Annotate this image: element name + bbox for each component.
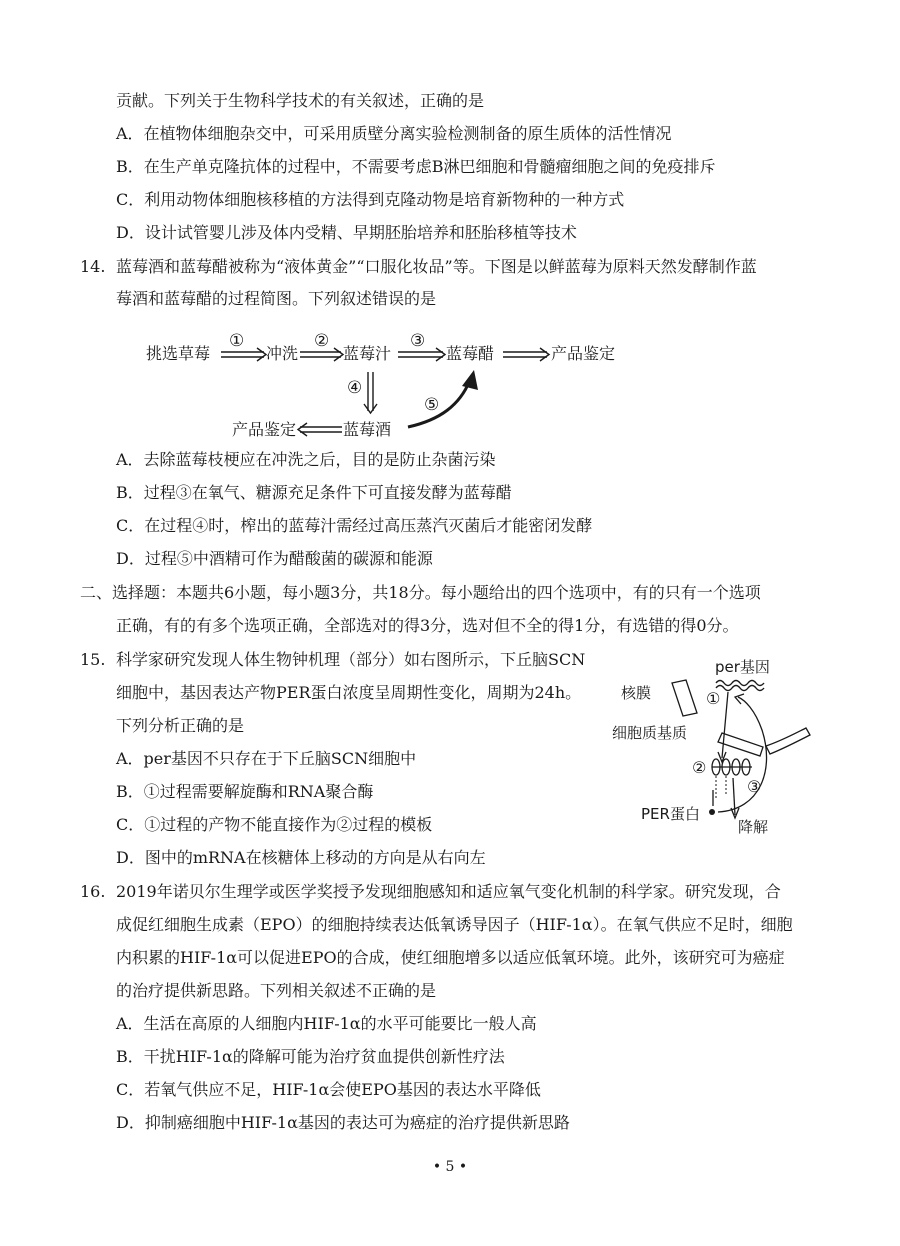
node-wash: 冲洗 <box>266 344 299 363</box>
label-cytoplasm: 细胞质基质 <box>612 724 688 742</box>
node-juice: 蓝莓汁 <box>343 344 392 363</box>
q13-stem-tail: 贡献。下列关于生物科学技术的有关叙述，正确的是 <box>116 91 485 110</box>
membrane-segment-mid <box>718 733 763 756</box>
node-wine: 蓝莓酒 <box>343 420 392 439</box>
q15-stem-line-3: 下列分析正确的是 <box>116 716 245 735</box>
label-per-gene: per基因 <box>715 658 770 676</box>
node-identify-bottom: 产品鉴定 <box>232 420 297 439</box>
q14-number: 14. <box>80 257 106 276</box>
section2-instructions-1: 二、选择题：本题共6小题，每小题3分，共18分。每小题给出的四个选项中，有的只有一个选项 <box>80 583 761 602</box>
label-per-protein: PER蛋白 <box>641 805 700 823</box>
label-process-1: ① <box>706 689 721 708</box>
q16-stem-line-4: 的治疗提供新思路。下列相关叙述不正确的是 <box>116 981 437 1000</box>
step-1-label: ① <box>229 331 245 351</box>
q16-option-d: D．抑制癌细胞中HIF-1α基因的表达可为癌症的治疗提供新思路 <box>116 1113 570 1132</box>
q16-option-c: C．若氧气供应不足，HIF-1α会使EPO基因的表达水平降低 <box>116 1080 541 1099</box>
q16-number: 16. <box>80 882 106 901</box>
q16-option-a: A．生活在高原的人细胞内HIF-1α的水平可能要比一般人高 <box>116 1014 537 1033</box>
q15-option-d: D．图中的mRNA在核糖体上移动的方向是从右向左 <box>116 848 486 867</box>
membrane-segment-left <box>672 680 697 716</box>
q14-option-c: C．在过程④时，榨出的蓝莓汁需经过高压蒸汽灭菌后才能密闭发酵 <box>116 516 593 535</box>
q15-option-c: C．①过程的产物不能直接作为②过程的模板 <box>116 815 433 834</box>
step-2-label: ② <box>314 331 330 351</box>
q13-option-d: D．设计试管婴儿涉及体内受精、早期胚胎培养和胚胎移植等技术 <box>116 223 577 242</box>
per-gene-dna <box>716 681 764 686</box>
q15-option-b: B．①过程需要解旋酶和RNA聚合酶 <box>116 782 374 801</box>
label-degrade: 降解 <box>738 818 769 836</box>
step-5-label: ⑤ <box>424 395 440 415</box>
q15-option-a: A．per基因不只存在于下丘脑SCN细胞中 <box>116 749 417 768</box>
q14-stem-line-2: 莓酒和蓝莓醋的过程简图。下列叙述错误的是 <box>116 289 437 308</box>
membrane-segment-right <box>766 728 810 754</box>
node-vinegar: 蓝莓醋 <box>446 344 495 363</box>
q14-option-d: D．过程⑤中酒精可作为醋酸菌的碳源和能源 <box>116 549 433 568</box>
q15-number: 15. <box>80 650 106 669</box>
q16-option-b: B．干扰HIF-1α的降解可能为治疗贫血提供创新性疗法 <box>116 1047 505 1066</box>
label-process-2: ② <box>692 758 707 777</box>
q13-option-a: A．在植物体细胞杂交中，可采用质壁分离实验检测制备的原生质体的活性情况 <box>116 124 672 143</box>
q14-stem-line-1: 蓝莓酒和蓝莓醋被称为“液体黄金”“口服化妆品”等。下图是以鲜蓝莓为原料天然发酵制作蓝 <box>116 257 757 276</box>
q15-stem-line-2: 细胞中，基因表达产物PER蛋白浓度呈周期性变化，周期为24h。 <box>116 683 582 702</box>
q13-option-c: C．利用动物体细胞核移植的方法得到克隆动物是培育新物种的一种方式 <box>116 190 625 209</box>
section2-instructions-2: 正确，有的有多个选项正确，全部选对的得3分，选对但不全的得1分，有选错的得0分。 <box>116 616 739 635</box>
q14-option-b: B．过程③在氧气、糖源充足条件下可直接发酵为蓝莓醋 <box>116 483 512 502</box>
q16-stem-line-3: 内积累的HIF-1α可以促进EPO的合成，使红细胞增多以适应低氧环境。此外，该研究可为癌症 <box>116 948 785 967</box>
q14-option-a: A．去除蓝莓枝梗应在冲洗之后，目的是防止杂菌污染 <box>116 450 496 469</box>
per-protein-dot <box>709 809 715 815</box>
step-4-label: ④ <box>347 378 363 398</box>
label-nuclear-membrane: 核膜 <box>621 684 652 702</box>
q13-option-b: B．在生产单克隆抗体的过程中，不需要考虑B淋巴细胞和骨髓瘤细胞之间的免疫排斥 <box>116 157 716 176</box>
q16-stem-line-2: 成促红细胞生成素（EPO）的细胞持续表达低氧诱导因子（HIF-1α）。在氧气供应不足时，细胞 <box>116 915 793 934</box>
node-select: 挑选草莓 <box>146 344 211 363</box>
label-process-3: ③ <box>747 777 762 796</box>
page-number: • 5 • <box>432 1159 468 1175</box>
q16-stem-line-1: 2019年诺贝尔生理学或医学奖授予发现细胞感知和适应氧气变化机制的科学家。研究发现，合 <box>116 882 781 901</box>
q15-stem-line-1: 科学家研究发现人体生物钟机理（部分）如右图所示，下丘脑SCN <box>116 650 586 669</box>
step-3-label: ③ <box>410 331 426 351</box>
node-identify-top: 产品鉴定 <box>551 344 616 363</box>
